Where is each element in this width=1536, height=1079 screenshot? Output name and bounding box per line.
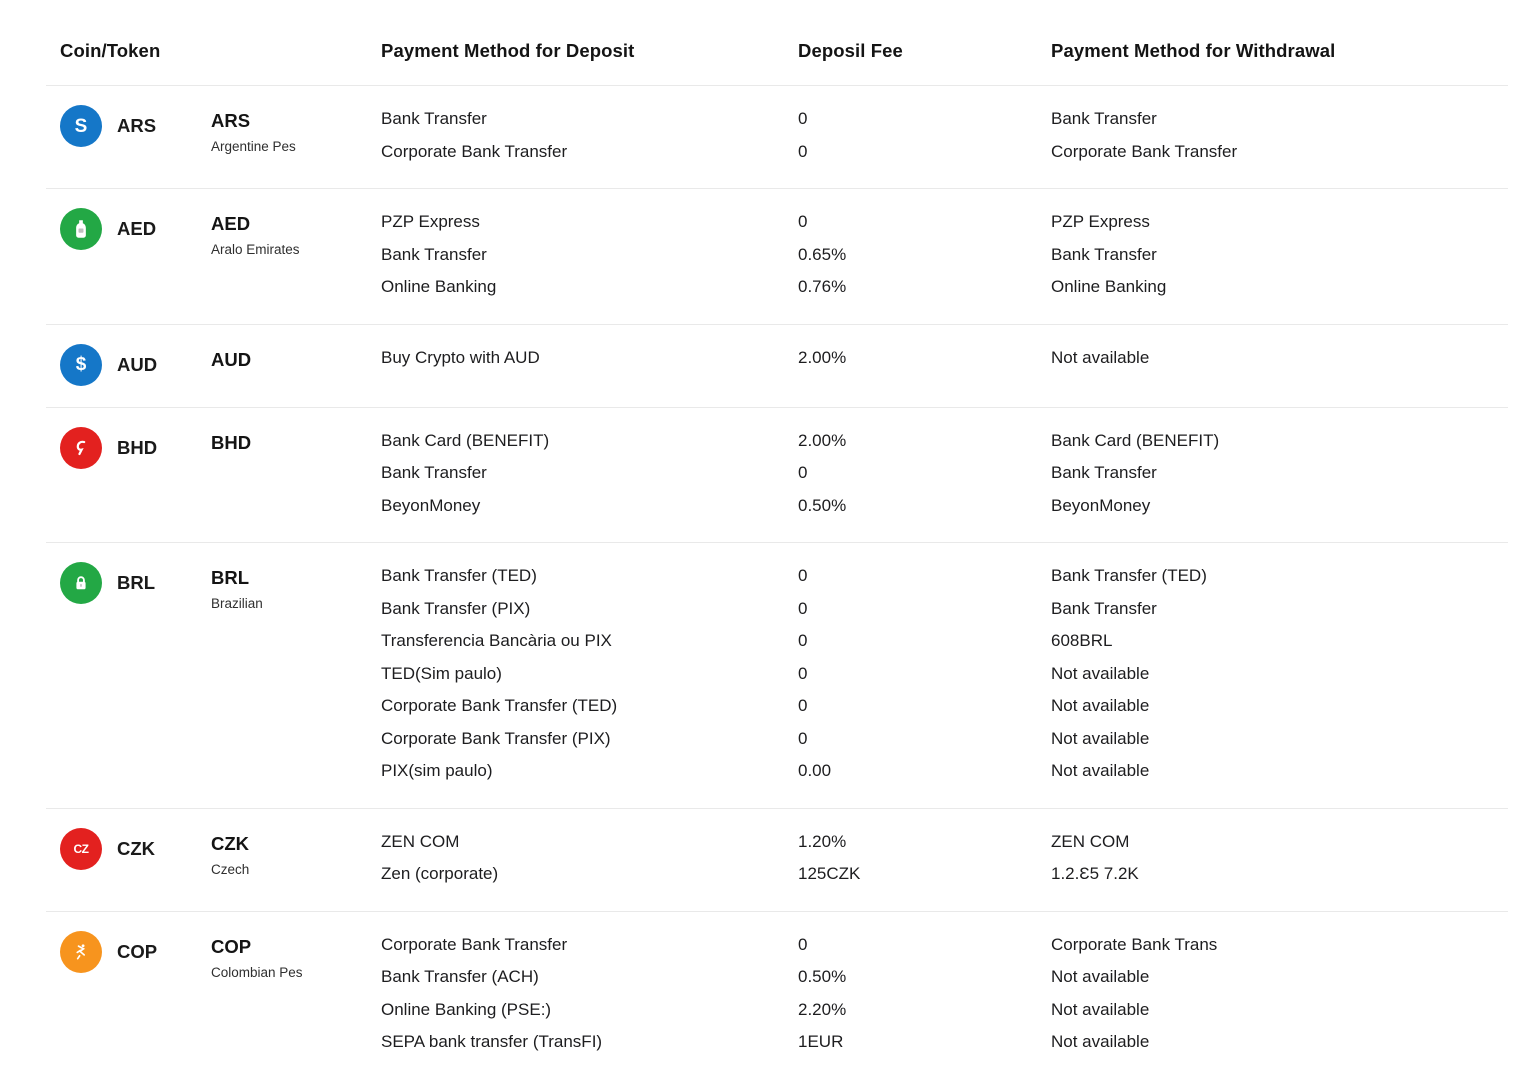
table-row	[46, 809, 1508, 912]
deposit-fee-value: 0	[798, 566, 808, 585]
coin-ticker: AUD	[117, 353, 158, 375]
deposit-fees	[798, 206, 1051, 304]
deposit-fee-value: 0	[798, 212, 808, 231]
header-withdrawal-method: Payment Method for Withdrawal	[1051, 40, 1336, 61]
coin-name-cell	[211, 826, 381, 891]
withdrawal-methods	[1051, 929, 1508, 1059]
deposit-method: Corporate Bank Transfer	[381, 934, 568, 954]
deposit-fee-value: 0	[798, 728, 808, 748]
withdrawal-methods	[1051, 826, 1508, 891]
deposit-fees	[798, 826, 1051, 891]
header-deposit-fee: Deposil Fee	[798, 40, 903, 61]
czk-coin-icon: CZ	[60, 828, 102, 870]
deposit-method: Buy Crypto with AUD	[381, 347, 540, 367]
header-deposit-method: Payment Method for Deposit	[381, 40, 635, 61]
deposit-method: Bank Transfer	[381, 244, 487, 264]
withdrawal-method: Bank Transfer	[1051, 244, 1157, 264]
brl-coin-icon	[60, 562, 102, 604]
coin-name: BRL	[211, 567, 250, 588]
coin-name: CZK	[211, 832, 250, 854]
deposit-fee-value: 0	[798, 631, 808, 650]
withdrawal-method: ZEN COM	[1051, 831, 1130, 851]
table-row	[46, 912, 1508, 1079]
withdrawal-methods	[1051, 206, 1508, 304]
withdrawal-method: BeyonMoney	[1051, 495, 1151, 515]
withdrawal-method: Not available	[1051, 696, 1150, 715]
deposit-method: Bank Transfer (TED)	[381, 566, 537, 585]
deposit-method: Corporate Bank Transfer	[381, 141, 568, 161]
deposit-fee-value: 0	[798, 109, 808, 128]
deposit-fee-value: 0	[798, 663, 808, 683]
coin-subtitle: Czech	[211, 861, 250, 877]
withdrawal-method: 608BRL	[1051, 631, 1113, 650]
coin-ticker: BHD	[117, 436, 158, 458]
coin-subtitle: Colombian Pes	[211, 964, 303, 980]
coin-subtitle: Aralo Emirates	[211, 242, 300, 257]
withdrawal-method: Not available	[1051, 663, 1150, 683]
withdrawal-methods	[1051, 103, 1508, 168]
deposit-fee-value: 2.00%	[798, 430, 847, 450]
table-row	[46, 408, 1508, 544]
deposit-fee-value: 1.20%	[798, 831, 847, 851]
deposit-method: ZEN COM	[381, 831, 460, 851]
deposit-fees	[798, 425, 1051, 523]
table-row	[46, 86, 1508, 189]
deposit-method: Bank Transfer (PIX)	[381, 598, 531, 618]
deposit-method: Corporate Bank Transfer (TED)	[381, 696, 618, 715]
deposit-methods	[381, 342, 798, 387]
deposit-fee-value: 0.76%	[798, 277, 847, 296]
aud-coin-icon: $	[60, 344, 102, 386]
deposit-fees	[798, 342, 1051, 387]
withdrawal-method: Bank Transfer	[1051, 463, 1157, 482]
withdrawal-method: Bank Card (BENEFIT)	[1051, 430, 1220, 450]
deposit-method: Transferencia Bancària ou PIX	[381, 631, 612, 650]
coin-ticker: ARS	[117, 115, 157, 136]
table-row	[46, 189, 1508, 325]
deposit-methods	[381, 929, 798, 1059]
coin-ticker: COP	[117, 940, 158, 962]
coin-cell	[60, 930, 211, 974]
deposit-fees	[798, 103, 1051, 168]
deposit-fee-value: 0	[798, 141, 808, 161]
deposit-fee-value: 0	[798, 598, 808, 618]
header-coin-token: Coin/Token	[60, 40, 161, 61]
table-row	[46, 543, 1508, 809]
coin-name: AUD	[211, 348, 252, 370]
deposit-method: Online Banking (PSE:)	[381, 999, 552, 1019]
withdrawal-method: Bank Transfer (TED)	[1051, 566, 1207, 585]
bhd-coin-icon	[60, 427, 102, 469]
deposit-methods	[381, 560, 798, 788]
coin-name: ARS	[211, 110, 251, 131]
coin-subtitle: Argentine Pes	[211, 139, 296, 154]
coin-name-cell	[211, 206, 381, 304]
withdrawal-method: 1.2.Ɛ5 7.2K	[1051, 864, 1139, 883]
coin-cell	[60, 561, 211, 605]
coin-name-cell	[211, 342, 381, 387]
withdrawal-method: Not available	[1051, 761, 1150, 780]
deposit-method: PIX(sim paulo)	[381, 761, 493, 780]
deposit-method: SEPA bank transfer (TransFI)	[381, 1032, 603, 1051]
withdrawal-method: Online Banking	[1051, 277, 1167, 296]
deposit-fee-value: 0	[798, 696, 808, 715]
deposit-fee-value: 2.00%	[798, 347, 847, 367]
ars-coin-icon: S	[60, 105, 102, 147]
coin-table-body	[46, 86, 1508, 1079]
deposit-method: PZP Express	[381, 212, 480, 231]
deposit-method: Bank Card (BENEFIT)	[381, 430, 550, 450]
deposit-fee-value: 0.50%	[798, 967, 847, 986]
withdrawal-method: Bank Transfer	[1051, 598, 1157, 618]
deposit-method: Bank Transfer	[381, 109, 487, 128]
withdrawal-method: Bank Transfer	[1051, 109, 1157, 128]
coin-ticker: AED	[117, 218, 157, 239]
deposit-method: Bank Transfer	[381, 463, 487, 482]
withdrawal-method: Not available	[1051, 1032, 1150, 1051]
coin-cell	[60, 426, 211, 470]
coin-name-cell	[211, 103, 381, 168]
deposit-method: Zen (corporate)	[381, 864, 499, 883]
coin-cell	[60, 343, 211, 387]
cop-coin-icon	[60, 931, 102, 973]
deposit-method: Bank Transfer (ACH)	[381, 967, 539, 986]
deposit-method: Corporate Bank Transfer (PIX)	[381, 728, 611, 748]
withdrawal-methods	[1051, 560, 1508, 788]
deposit-fees	[798, 560, 1051, 788]
deposit-methods	[381, 826, 798, 891]
coin-subtitle: Brazilian	[211, 596, 263, 611]
deposit-method: Online Banking	[381, 277, 497, 296]
deposit-methods	[381, 103, 798, 168]
withdrawal-methods	[1051, 425, 1508, 523]
deposit-fee-value: 0.50%	[798, 495, 847, 515]
deposit-fee-value: 0	[798, 934, 808, 954]
deposit-method: TED(Sim paulo)	[381, 663, 502, 683]
coin-name: AED	[211, 213, 251, 234]
table-header	[46, 0, 1508, 86]
table-row	[46, 325, 1508, 408]
deposit-fee-value: 0	[798, 463, 808, 482]
deposit-method: BeyonMoney	[381, 495, 481, 515]
deposit-fee-value: 1EUR	[798, 1032, 844, 1051]
deposit-methods	[381, 425, 798, 523]
withdrawal-method: Not available	[1051, 999, 1150, 1019]
deposit-fee-value: 0.00	[798, 761, 832, 780]
withdrawal-method: Not available	[1051, 347, 1150, 367]
coin-name-cell	[211, 560, 381, 788]
deposit-fee-value: 125CZK	[798, 864, 861, 883]
coin-name: BHD	[211, 431, 252, 453]
coin-cell	[60, 207, 211, 251]
coin-name: COP	[211, 935, 252, 957]
withdrawal-method: Corporate Bank Trans	[1051, 934, 1218, 954]
deposit-fee-value: 0.65%	[798, 244, 847, 264]
coin-name-cell	[211, 929, 381, 1059]
coin-ticker: CZK	[117, 837, 156, 859]
coin-cell	[60, 104, 211, 148]
withdrawal-method: PZP Express	[1051, 212, 1150, 231]
deposit-methods	[381, 206, 798, 304]
coin-ticker: BRL	[117, 572, 156, 593]
coin-cell	[60, 827, 211, 871]
deposit-fee-value: 2.20%	[798, 999, 847, 1019]
deposit-fees	[798, 929, 1051, 1059]
coin-name-cell	[211, 425, 381, 523]
withdrawal-method: Corporate Bank Transfer	[1051, 141, 1238, 161]
withdrawal-method: Not available	[1051, 967, 1150, 986]
withdrawal-methods	[1051, 342, 1508, 387]
withdrawal-method: Not available	[1051, 728, 1150, 748]
aed-coin-icon	[60, 208, 102, 250]
